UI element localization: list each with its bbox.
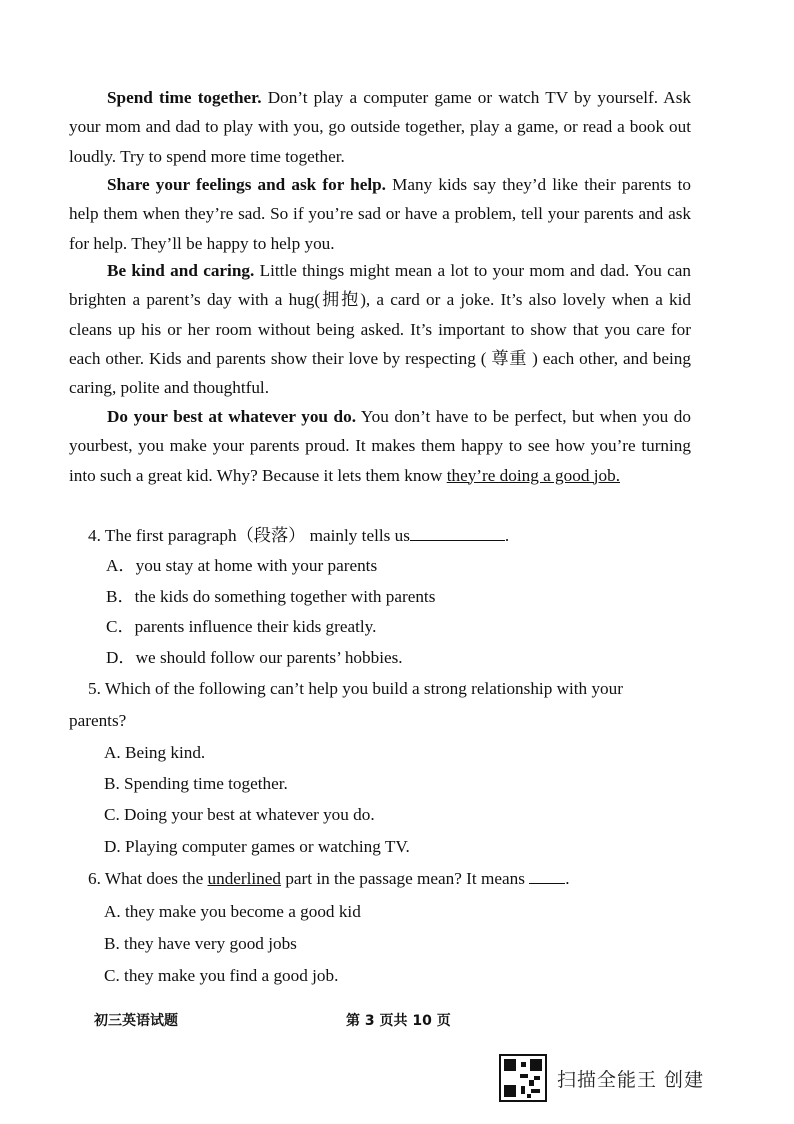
- watermark-label: 扫描全能王 创建: [556, 1068, 704, 1091]
- q4-option-c[interactable]: C．parents influence their kids greatly.: [106, 617, 377, 636]
- question-6-text: 6. What does the: [88, 869, 208, 888]
- paragraph-be-kind: [69, 256, 691, 402]
- q4-option-d[interactable]: D．we should follow our parents’ hobbies.: [106, 648, 403, 667]
- footer-subject: 初三英语试题: [94, 1013, 178, 1029]
- paragraph-text: You don’t have to be perfect, but when you do yourbest, you make your parents proud. It makes them happy to see how you’re turning into such a great kid. Why? Because it lets them know: [69, 407, 691, 485]
- q6-option-a[interactable]: A. they make you become a good kid: [104, 902, 361, 921]
- question-4-period: .: [504, 526, 510, 545]
- answer-blank[interactable]: [529, 868, 565, 884]
- question-4-text: 4. The first paragraph（段落） mainly tells us: [88, 526, 410, 545]
- paragraph-heading: Do your best at whatever you do.: [107, 407, 356, 426]
- underlined-phrase: they’re doing a good job.: [446, 465, 620, 485]
- question-6-text-cont: part in the passage mean? It means: [281, 869, 525, 888]
- q4-option-a[interactable]: A．you stay at home with your parents: [106, 556, 378, 575]
- q5-option-c[interactable]: C. Doing your best at whatever you do.: [104, 805, 375, 824]
- paragraph-text: Little things might mean a lot to your mom and dad. You can brighten a parent’s day with a hug(拥抱), a card or a joke. It’s also lovely when a kid cleans up his or her room without being asked. It’s important to show that you care for each other. Kids and parents show their love by respecting ( 尊重 ) each other, and being caring, polite and thoughtful.: [69, 261, 691, 398]
- paragraph-text: Many kids say they’d like their parents to help them when they’re sad. So if you’re sad or have a problem, tell your parents and ask for help. They’ll be happy to help you.: [69, 175, 691, 253]
- q5-option-b[interactable]: B. Spending time together.: [104, 774, 288, 793]
- question-4-stem: [88, 521, 509, 551]
- paragraph-text: Don’t play a computer game or watch TV by yourself. Ask your mom and dad to play with you, go outside together, play a game, or read a book out loudly. Try to spend more time together.: [69, 88, 691, 166]
- scanner-watermark: [499, 1054, 704, 1102]
- paragraph-share-feelings: [69, 170, 691, 258]
- q5-option-d[interactable]: D. Playing computer games or watching TV.: [104, 837, 410, 856]
- paragraph-heading: Share your feelings and ask for help.: [107, 175, 386, 194]
- underlined-word: underlined: [207, 869, 282, 888]
- q5-option-a[interactable]: A. Being kind.: [104, 743, 206, 762]
- question-6-period: .: [565, 869, 570, 888]
- paragraph-heading: Spend time together.: [107, 88, 262, 107]
- q4-option-b[interactable]: B．the kids do something together with parents: [106, 587, 436, 606]
- question-5-stem-line2: parents?: [69, 711, 127, 730]
- paragraph-heading: Be kind and caring.: [107, 261, 255, 280]
- paragraph-spend-time: [69, 83, 691, 171]
- paragraph-do-your-best: [69, 402, 691, 490]
- footer-page-number: 第 3 页共 10 页: [346, 1013, 451, 1029]
- question-5-stem-line1: 5. Which of the following can’t help you build a strong relationship with your: [88, 679, 623, 698]
- qr-code-icon: [499, 1054, 547, 1102]
- answer-blank[interactable]: [410, 525, 505, 541]
- question-6-stem: [88, 864, 569, 894]
- q6-option-b[interactable]: B. they have very good jobs: [104, 934, 297, 953]
- q6-option-c[interactable]: C. they make you find a good job.: [104, 966, 339, 985]
